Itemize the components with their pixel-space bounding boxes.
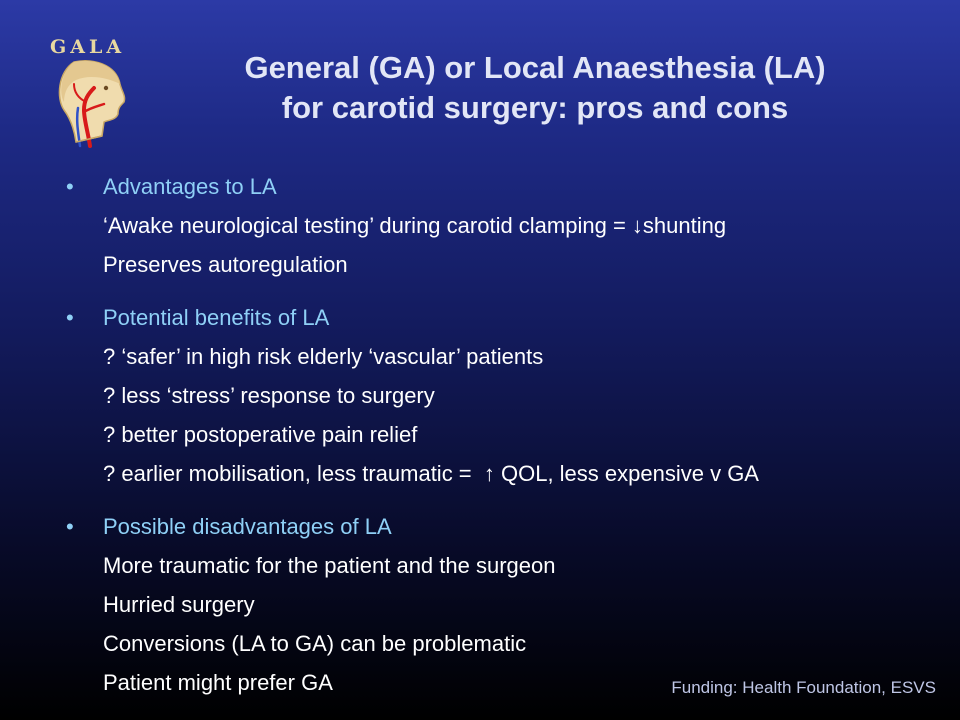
list-item: ? better postoperative pain relief bbox=[103, 422, 418, 447]
bullet-icon: • bbox=[66, 514, 74, 539]
head-neck-anatomy-icon bbox=[54, 58, 134, 148]
list-item: Patient might prefer GA bbox=[103, 670, 333, 695]
list-item: More traumatic for the patient and the surgeon bbox=[103, 553, 556, 578]
section-heading-text: Advantages to LA bbox=[103, 174, 277, 199]
list-item: ? less ‘stress’ response to surgery bbox=[103, 383, 435, 408]
section-heading bbox=[66, 298, 926, 337]
list-item: ‘Awake neurological testing’ during carotid clamping = ↓shunting bbox=[103, 213, 727, 238]
list-item: Conversions (LA to GA) can be problematic bbox=[103, 631, 527, 656]
section-disadvantages bbox=[66, 507, 926, 702]
list-item: Hurried surgery bbox=[103, 592, 255, 617]
list-item: Preserves autoregulation bbox=[103, 252, 348, 277]
slide-title bbox=[150, 48, 920, 128]
slide-title-line-1: General (GA) or Local Anaesthesia (LA) bbox=[244, 50, 826, 85]
bullet-list bbox=[66, 167, 926, 716]
funding-footer: Funding: Health Foundation, ESVS bbox=[671, 678, 936, 697]
slide-title-line-2: for carotid surgery: pros and cons bbox=[281, 90, 789, 125]
section-potential-benefits bbox=[66, 298, 926, 493]
section-heading-text: Possible disadvantages of LA bbox=[103, 514, 392, 539]
bullet-icon: • bbox=[66, 174, 74, 199]
list-item: ? earlier mobilisation, less traumatic = ↑ QOL, less expensive v GA bbox=[103, 461, 759, 486]
list-item: ? ‘safer’ in high risk elderly ‘vascular’ patients bbox=[103, 344, 544, 369]
gala-logo bbox=[50, 36, 140, 146]
section-advantages bbox=[66, 167, 926, 284]
section-heading-text: Potential benefits of LA bbox=[103, 305, 330, 330]
gala-logo-text: GALA bbox=[50, 36, 126, 58]
section-heading bbox=[66, 507, 926, 546]
section-heading bbox=[66, 167, 926, 206]
bullet-icon: • bbox=[66, 305, 74, 330]
